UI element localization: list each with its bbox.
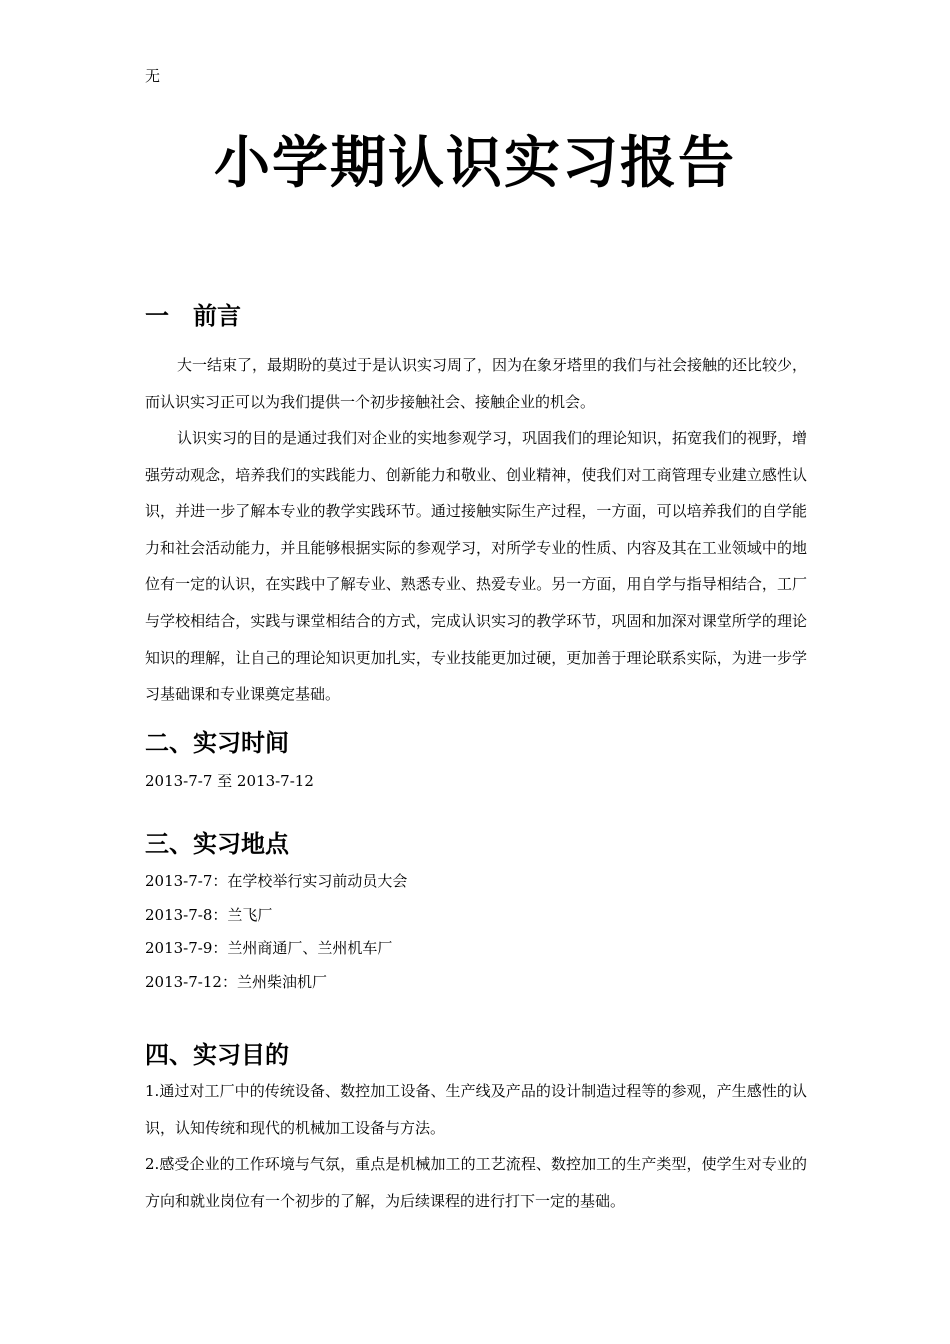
document-title: 小学期认识实习报告 [214, 131, 736, 196]
preface-paragraph-2: 认识实习的目的是通过我们对企业的实地参观学习，巩固我们的理论知识，拓宽我们的视野，增强劳动观念，培养我们的实践能力、创新能力和敬业、创业精神，使我们对工商管理专业建立感性认识，并进一步了解本专业的教学实践环节。通过接触实际生产过程，一方面，可以培养我们的自学能力和社会活动能力，并且能够根据实际的参观学习，对所学专业的性质、内容及其在工业领域中的地位有一定的认识，在实践中了解专业、熟悉专业、热爱专业。另一方面，用自学与指导相结合，工厂与学校相结合，实践与课堂相结合的方式，完成认识实习的教学环节，巩固和加深对课堂所学的理论知识的理解，让自己的理论知识更加扎实，专业技能更加过硬，更加善于理论联系实际，为进一步学习基础课和专业课奠定基础。 [145, 429, 808, 704]
preface-paragraph-1: 大一结束了，最期盼的莫过于是认识实习周了，因为在象牙塔里的我们与社会接触的还比较少，而认识实习正可以为我们提供一个初步接触社会、接触企业的机会。 [145, 356, 808, 411]
location-item: 2013-7-8：兰飞厂 [145, 906, 273, 924]
location-item: 2013-7-12：兰州柴油机厂 [145, 973, 327, 991]
section-heading-purpose: 四、实习目的 [145, 1041, 289, 1069]
section-heading-location: 三、实习地点 [145, 830, 289, 858]
section-heading-time: 二、实习时间 [145, 729, 289, 757]
location-item: 2013-7-9：兰州商通厂、兰州机车厂 [145, 939, 393, 957]
section-heading-preface: 一 前言 [145, 302, 241, 330]
purpose-item-2: 2.感受企业的工作环境与气氛，重点是机械加工的工艺流程、数控加工的生产类型，使学生对专业的方向和就业岗位有一个初步的了解，为后续课程的进行打下一定的基础。 [145, 1155, 807, 1210]
internship-time-text: 2013-7-7 至 2013-7-12 [145, 772, 314, 790]
header-mark: 无 [145, 67, 161, 85]
purpose-item-1: 1.通过对工厂中的传统设备、数控加工设备、生产线及产品的设计制造过程等的参观，产生感性的认识，认知传统和现代的机械加工设备与方法。 [145, 1082, 807, 1137]
location-item: 2013-7-7：在学校举行实习前动员大会 [145, 872, 408, 890]
